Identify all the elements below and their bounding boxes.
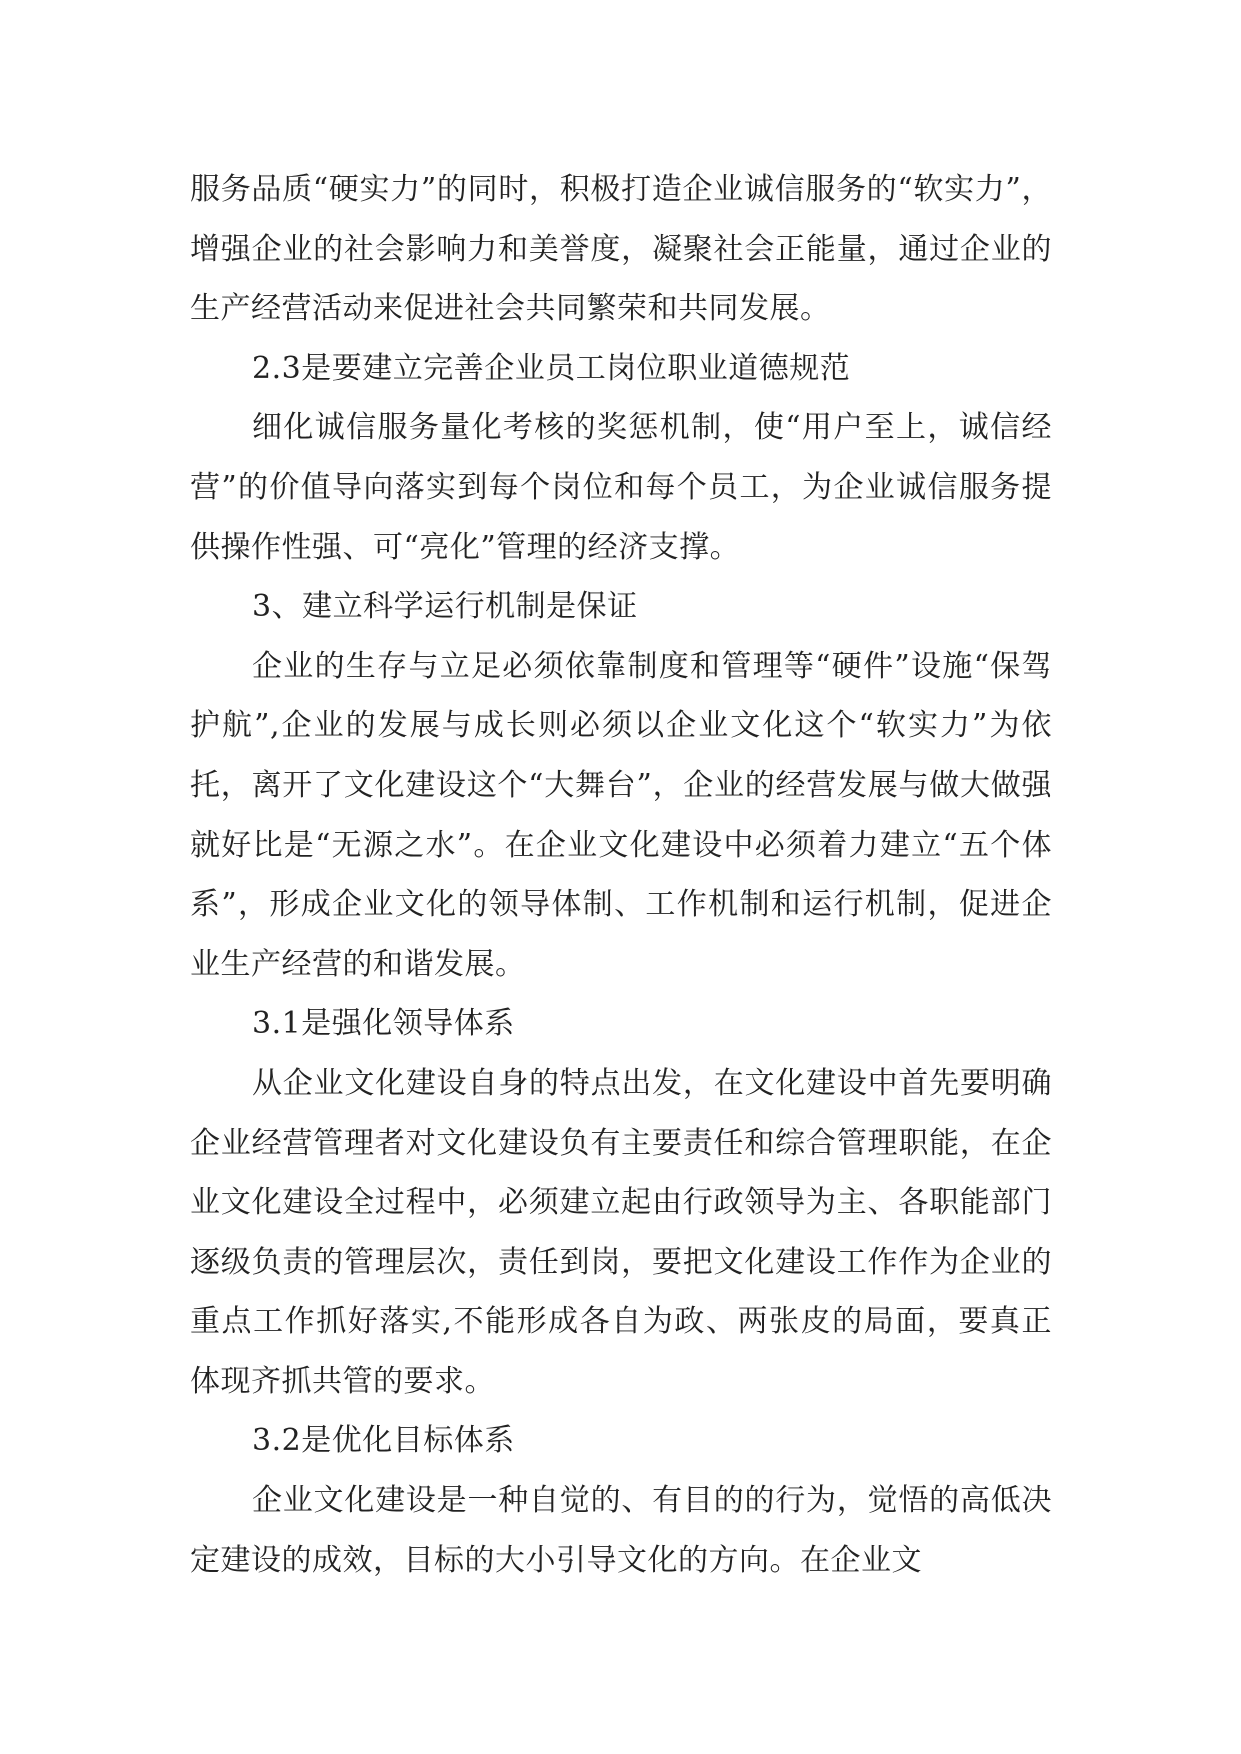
paragraph-body: 企业文化建设是一种自觉的、有目的的行为，觉悟的高低决定建设的成效，目标的大小引导文化的方向。在企业文 <box>190 1483 1052 1578</box>
paragraph-body: 企业的生存与立足必须依靠制度和管理等“硬件”设施“保驾护航”,企业的发展与成长则必须以企业文化这个“软实力”为依托，离开了文化建设这个“大舞台”，企业的经营发展与做大做强就好比是“无源之水”。在企业文化建设中必须着力建立“五个体系”，形成企业文化的领导体制、工作机制和运行机制，促进企业生产经营的和谐发展。 <box>190 648 1052 982</box>
document-body <box>190 160 1052 1590</box>
section-heading-3-2: 3.2是优化目标体系 <box>252 1423 515 1459</box>
section-heading-3: 3、建立科学运行机制是保证 <box>252 589 638 625</box>
paragraph-body: 细化诚信服务量化考核的奖惩机制，使“用户至上，诚信经营”的价值导向落实到每个岗位和每个员工，为企业诚信服务提供操作性强、可“亮化”管理的经济支撑。 <box>190 410 1052 565</box>
section-heading-2-3: 2.3是要建立完善企业员工岗位职业道德规范 <box>252 350 851 386</box>
paragraph-body: 从企业文化建设自身的特点出发，在文化建设中首先要明确企业经营管理者对文化建设负有主要责任和综合管理职能，在企业文化建设全过程中，必须建立起由行政领导为主、各职能部门逐级负责的管理层次，责任到岗，要把文化建设工作作为企业的重点工作抓好落实,不能形成各自为政、两张皮的局面，要真正体现齐抓共管的要求。 <box>190 1065 1052 1399</box>
paragraph-body-continued: 服务品质“硬实力”的同时，积极打造企业诚信服务的“软实力”，增强企业的社会影响力和美誉度，凝聚社会正能量，通过企业的生产经营活动来促进社会共同繁荣和共同发展。 <box>190 172 1052 327</box>
section-heading-3-1: 3.1是强化领导体系 <box>252 1006 515 1042</box>
